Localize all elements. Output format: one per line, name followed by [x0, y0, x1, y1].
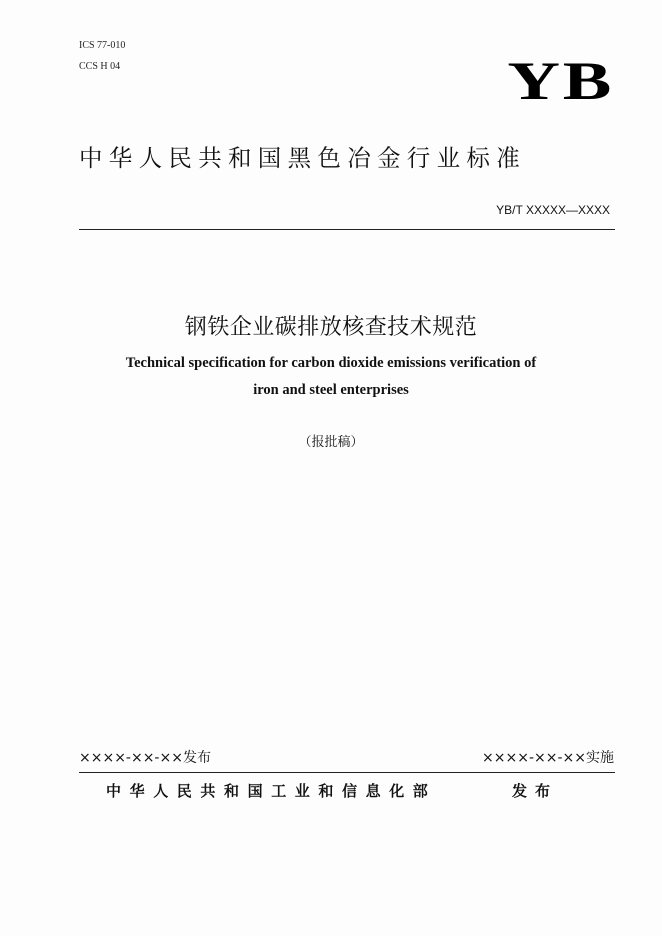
implementation-date: ××××-××-××实施: [482, 750, 614, 766]
top-divider: [79, 229, 615, 230]
issuing-authority: 中华人民共和国工业和信息化部: [106, 782, 437, 800]
issuer-action: 发布: [512, 782, 559, 800]
standard-number: YB/T XXXXX—XXXX: [496, 203, 610, 217]
draft-status: （报批稿）: [298, 435, 364, 450]
issue-date: ××××-××-××发布: [79, 750, 211, 766]
standard-category-title: 中华人民共和国黑色冶金行业标准: [79, 144, 526, 172]
ccs-code: CCS H 04: [79, 61, 121, 72]
document-title-en-line2: iron and steel enterprises: [253, 382, 409, 398]
document-title-en-line1: Technical specification for carbon dioxide emissions verification of: [125, 355, 537, 371]
document-title-cn: 钢铁企业碳排放核查技术规范: [184, 315, 478, 340]
yb-logo: YB: [507, 51, 614, 111]
ics-code: ICS 77-010: [79, 40, 126, 51]
bottom-divider: [79, 772, 615, 773]
